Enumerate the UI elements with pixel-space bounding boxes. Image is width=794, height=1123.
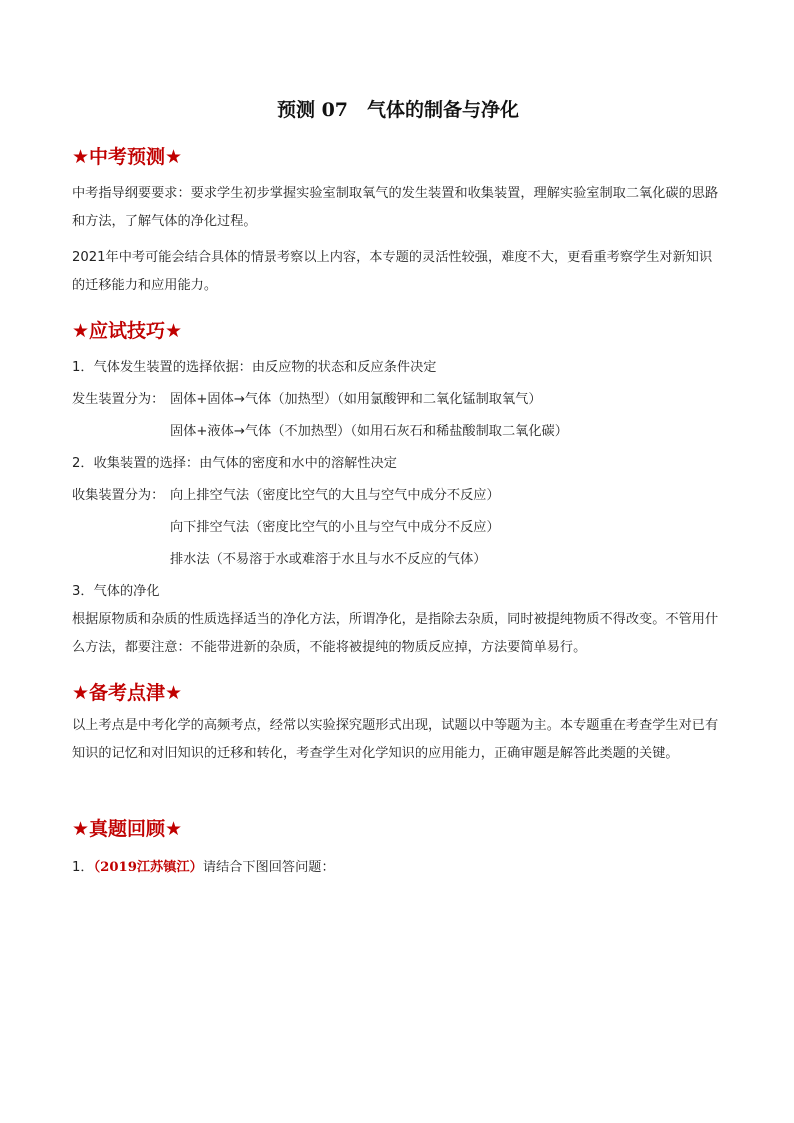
section-heading-tips: ★备考点津★: [72, 682, 183, 704]
page-title: 预测 07 气体的制备与净化: [276, 99, 520, 121]
forecast-paragraph-1: 中考指导纲要要求：要求学生初步掌握实验室制取氧气的发生装置和收集装置，理解实验室制取二氧化碳的思路和方法，了解气体的净化过程。: [72, 186, 719, 229]
forecast-paragraph-2: 2021年中考可能会结合具体的情景考察以上内容，本专题的灵活性较强，难度不大，更看重考察学生对新知识的迁移能力和应用能力。: [72, 250, 713, 293]
collector-label: 收集装置分为：: [72, 488, 165, 503]
question-text: 请结合下图回答问题：: [202, 860, 335, 875]
question-source: （2019江苏镇江）: [93, 860, 203, 875]
skills-point-1: 1．气体发生装置的选择依据：由反应物的状态和反应条件决定: [72, 360, 437, 375]
review-question-1: [72, 856, 335, 875]
purification-paragraph: 根据原物质和杂质的性质选择适当的净化方法，所谓净化，是指除去杂质，同时被提纯物质不得改变。不管用什么方法，都要注意：不能带进新的杂质，不能将被提纯的物质反应掉，方法要简单易行。: [72, 612, 719, 655]
section-heading-skills: ★应试技巧★: [72, 320, 183, 342]
generator-type-1: 固体+固体→气体（加热型）（如用氯酸钾和二氧化锰制取氧气）: [170, 392, 542, 407]
collector-type-2: 向下排空气法（密度比空气的小且与空气中成分不反应）: [170, 520, 500, 535]
generator-type-2: 固体+液体→气体（不加热型）（如用石灰石和稀盐酸制取二氧化碳）: [170, 424, 568, 439]
tips-paragraph: 以上考点是中考化学的高频考点，经常以实验探究题形式出现，试题以中等题为主。本专题重在考查学生对已有知识的记忆和对旧知识的迁移和转化，考查学生对化学知识的应用能力，正确审题是解答此类题的关键。: [72, 718, 719, 761]
section-heading-forecast: ★中考预测★: [72, 146, 183, 168]
skills-point-3: 3．气体的净化: [72, 584, 160, 599]
collector-type-1: 向上排空气法（密度比空气的大且与空气中成分不反应）: [170, 488, 500, 503]
generator-label: 发生装置分为：: [72, 392, 165, 407]
section-heading-review: ★真题回顾★: [72, 818, 183, 840]
question-number: 1．: [72, 860, 94, 875]
skills-point-2: 2．收集装置的选择：由气体的密度和水中的溶解性决定: [72, 456, 397, 471]
collector-type-3: 排水法（不易溶于水或难溶于水且与水不反应的气体）: [170, 552, 487, 567]
